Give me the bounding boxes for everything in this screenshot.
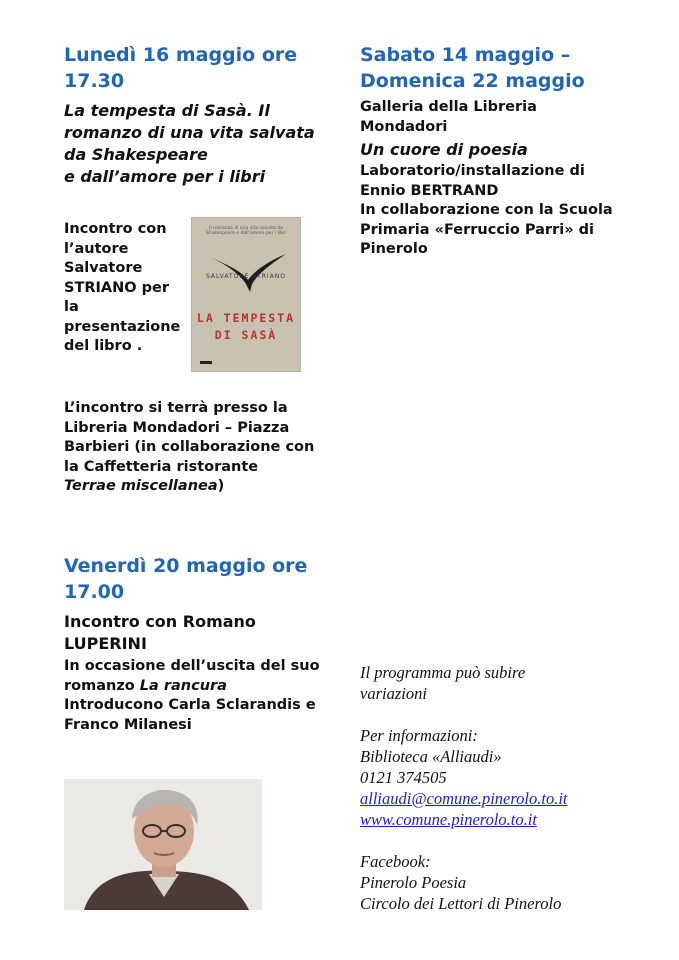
info-section [360, 662, 660, 914]
book-cover-image: Il romanzo di una vita salvata da Shakespeare e dall’amore per i libri SALVATORE STRIANO LA TEMPESTA DI SASÀ [191, 217, 301, 372]
book-title: La tempesta di Sasà. Il romanzo di una vita salvata da Shakespeare e dall’amore per i libri [64, 101, 315, 186]
event-lunedi [64, 42, 319, 188]
event-sabato-domenica [360, 42, 660, 260]
author-portrait-photo [64, 779, 262, 910]
program-note: Il programma può subire variazioni [360, 663, 526, 703]
event-lead: Incontro con Romano LUPERINI [64, 612, 256, 653]
facebook-block: Facebook: Pinerolo Poesia Circolo dei Lettori di Pinerolo [360, 852, 562, 913]
event-date-heading: Sabato 14 maggio – Domenica 22 maggio [360, 44, 585, 92]
event-venue: L’incontro si terrà presso la Libreria Mondadori – Piazza Barbieri (in collaborazione con la Caffetteria ristorante Terrae miscellanea) [64, 400, 315, 494]
event-title: Un cuore di poesia [360, 140, 528, 159]
event-date-heading: Venerdì 20 maggio ore 17.00 [64, 555, 308, 603]
event-date-heading: Lunedì 16 maggio ore 17.30 [64, 44, 298, 92]
event-venue: Galleria della Libreria Mondadori [360, 99, 537, 135]
event-intro: Incontro con l’autore Salvatore STRIANO per la presentazione del libro . [64, 221, 181, 354]
event-description: Laboratorio/installazione di Ennio BERTRAND In collaborazione con la Scuola Primaria «Ferruccio Parri» di Pinerolo [360, 163, 613, 257]
phone-number: 0121 374505 [360, 768, 447, 787]
event-description: In occasione dell’uscita del suo romanzo La rancura Introducono Carla Sclarandis e Franco Milanesi [64, 658, 320, 733]
event-venerdi [64, 553, 334, 735]
swallow-icon [192, 240, 301, 300]
website-link[interactable]: www.comune.pinerolo.to.it [360, 810, 537, 829]
contact-block: Per informazioni: Biblioteca «Alliaudi» 0121 374505 alliaudi@comune.pinerolo.to.it www.comune.pinerolo.to.it [360, 726, 568, 829]
email-link[interactable]: alliaudi@comune.pinerolo.to.it [360, 789, 568, 808]
